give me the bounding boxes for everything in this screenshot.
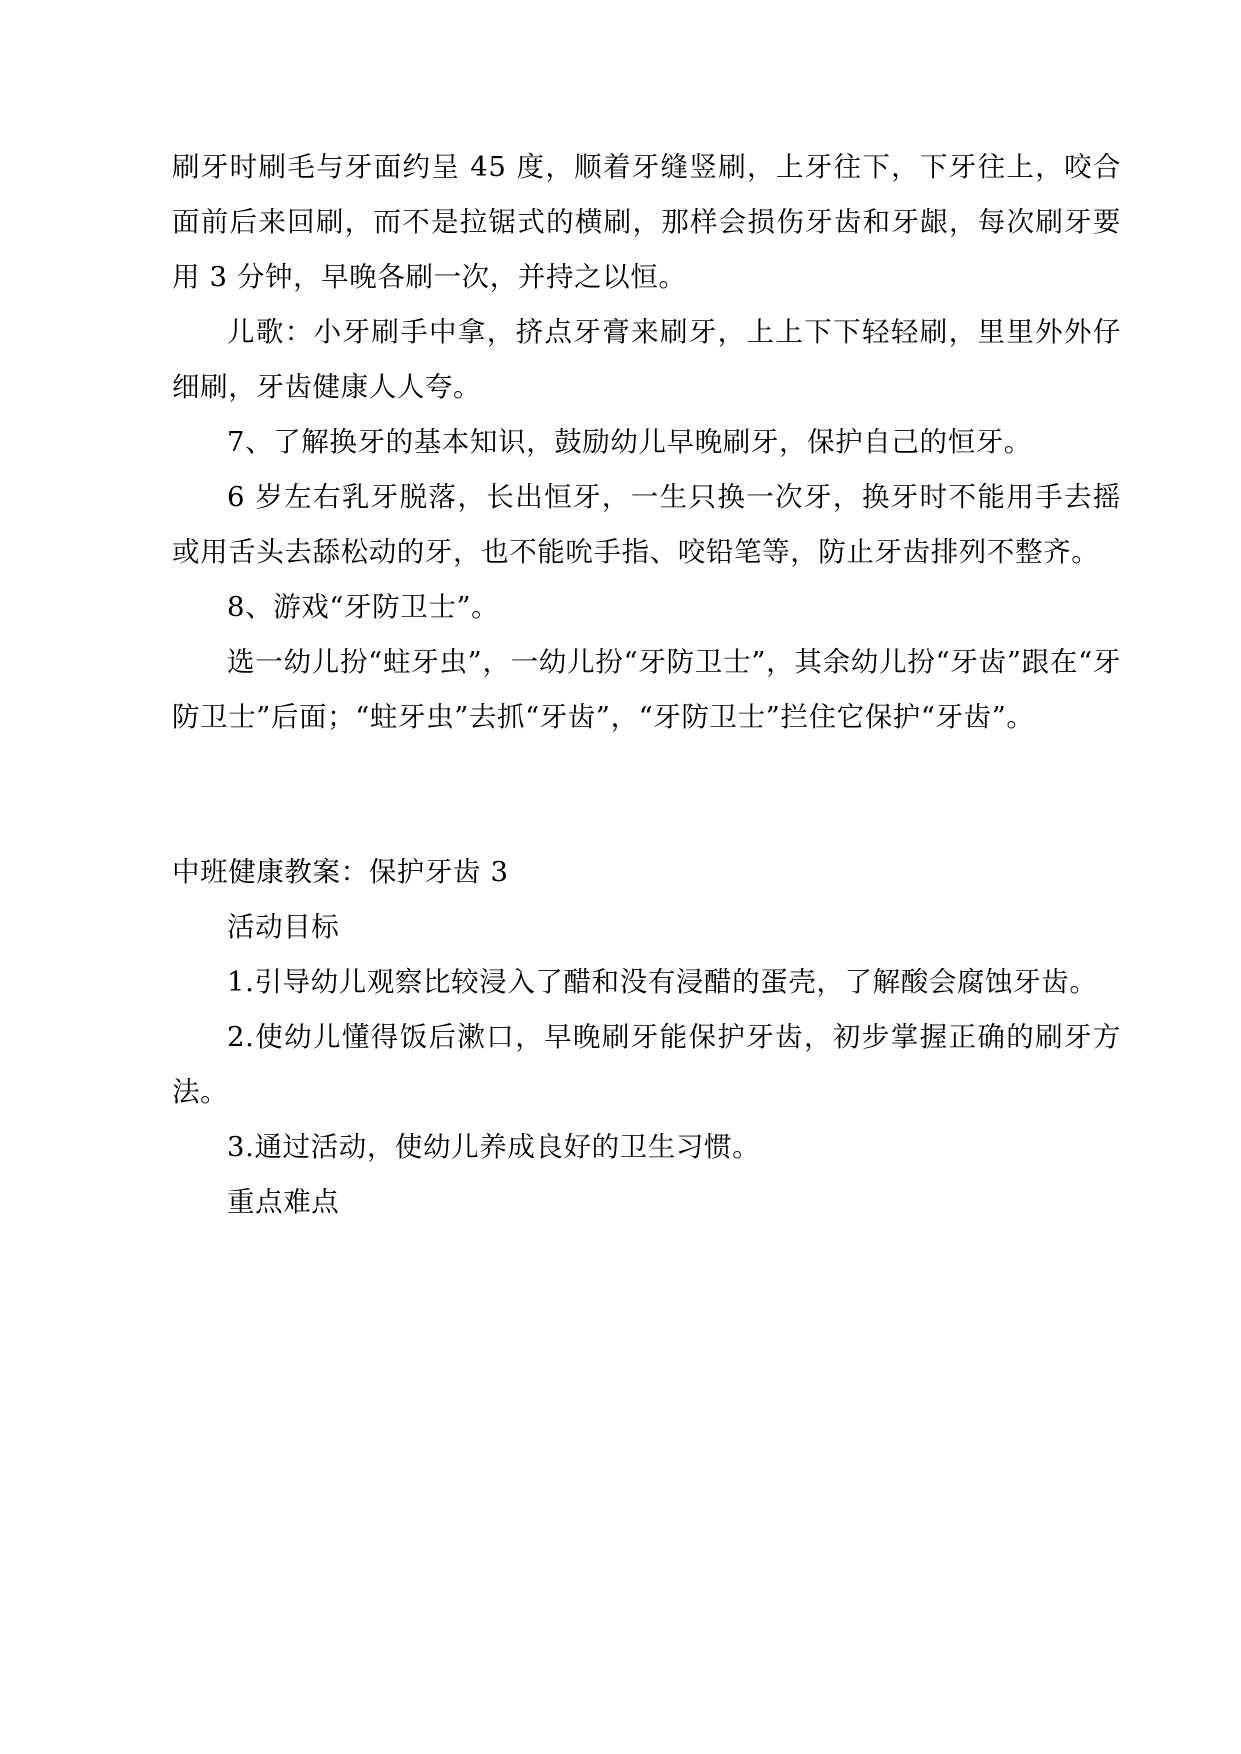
subsection-title: 活动目标: [227, 911, 340, 943]
section-spacer: [172, 745, 1121, 797]
footer-heading: 重点难点: [227, 1186, 340, 1218]
paragraph-item-7: 7、了解换牙的基本知识，鼓励幼儿早晚刷牙，保护自己的恒牙。: [227, 426, 1032, 458]
section-title: 中班健康教案：保护牙齿 3: [172, 856, 509, 888]
objective-2: 2.使幼儿懂得饭后漱口，早晚刷牙能保护牙齿，初步掌握正确的刷牙方法。: [172, 1021, 1121, 1108]
paragraph-item-8-detail: 选一幼儿扮“蛀牙虫”，一幼儿扮“牙防卫士”，其余幼儿扮“牙齿”跟在“牙防卫士”后面；“蛀牙虫”去抓“牙齿”，“牙防卫士”拦住它保护“牙齿”。: [172, 646, 1121, 733]
document-body: [172, 140, 1121, 1230]
objective-1: 1.引导幼儿观察比较浸入了醋和没有浸醋的蛋壳，了解酸会腐蚀牙齿。: [227, 966, 1098, 998]
paragraph-brush-method: 刷牙时刷毛与牙面约呈 45 度，顺着牙缝竖刷，上牙往下，下牙往上，咬合面前后来回刷，而不是拉锯式的横刷，那样会损伤牙齿和牙龈，每次刷牙要用 3 分钟，早晚各刷一次，并持之以恒。: [172, 151, 1121, 293]
objective-3: 3.通过活动，使幼儿养成良好的卫生习惯。: [227, 1131, 761, 1163]
paragraph-item-8: 8、游戏“牙防卫士”。: [227, 591, 500, 623]
paragraph-item-7-detail: 6 岁左右乳牙脱落，长出恒牙，一生只换一次牙，换牙时不能用手去摇或用舌头去舔松动的牙，也不能吮手指、咬铅笔等，防止牙齿排列不整齐。: [172, 481, 1121, 568]
paragraph-childrens-song: 儿歌：小牙刷手中拿，挤点牙膏来刷牙，上上下下轻轻刷，里里外外仔细刷，牙齿健康人人夸。: [172, 316, 1121, 403]
